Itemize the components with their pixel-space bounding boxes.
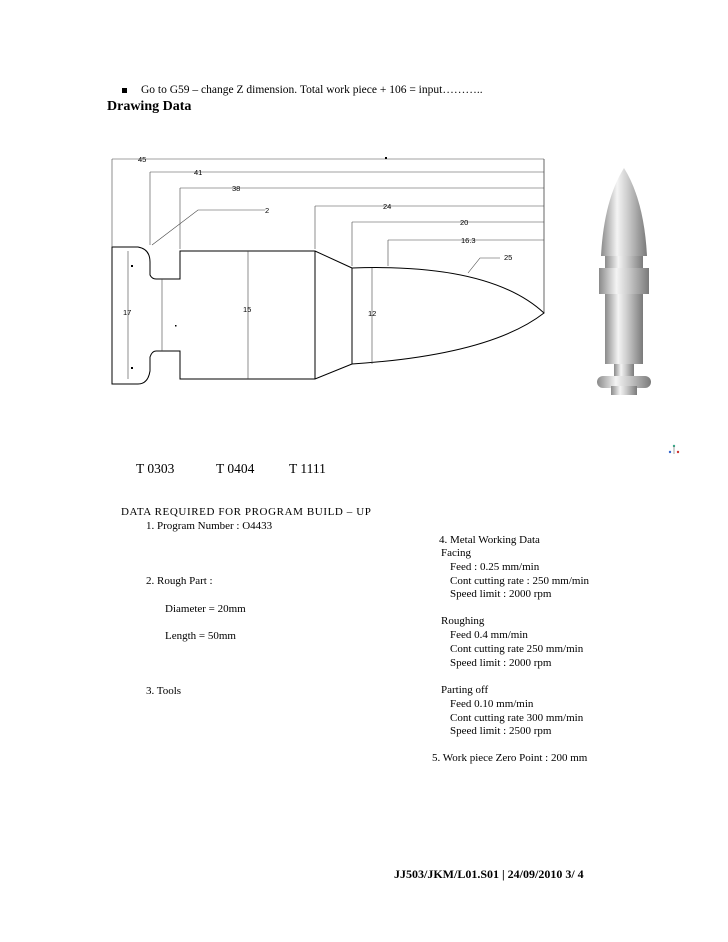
roughing-feed: Feed 0.4 mm/min xyxy=(450,629,528,641)
instruction-text: Go to G59 – change Z dimension. Total work piece + 106 = input……….. xyxy=(141,84,483,96)
drawing-data-heading: Drawing Data xyxy=(107,99,192,114)
dim-15: 15 xyxy=(243,305,252,314)
dim-12: 12 xyxy=(368,309,377,318)
tools-item: 3. Tools xyxy=(146,685,182,697)
facing-feed: Feed : 0.25 mm/min xyxy=(450,561,540,573)
section-title: DATA REQUIRED FOR PROGRAM BUILD – UP xyxy=(121,506,372,518)
dim-2: 2 xyxy=(265,206,270,215)
instruction-bullet xyxy=(122,84,483,96)
facing-speed-limit: Speed limit : 2000 rpm xyxy=(450,588,552,600)
dim-41: 41 xyxy=(194,168,203,177)
parting-off-label: Parting off xyxy=(441,684,489,696)
drawing-origin-icon xyxy=(668,444,680,456)
part-profile xyxy=(112,247,352,384)
dim-20: 20 xyxy=(460,218,469,227)
roughing-cutting-rate: Cont cutting rate 250 mm/min xyxy=(450,643,584,655)
parting-speed-limit: Speed limit : 2500 rpm xyxy=(450,725,552,737)
nose-curve xyxy=(352,268,544,364)
bullet-marker xyxy=(122,88,127,93)
technical-drawing xyxy=(100,145,560,395)
rough-length: Length = 50mm xyxy=(165,630,236,642)
bullet-nose xyxy=(601,168,647,256)
roughing-speed-limit: Speed limit : 2000 rpm xyxy=(450,657,552,669)
rough-diameter: Diameter = 20mm xyxy=(165,603,246,615)
facing-label: Facing xyxy=(441,547,471,559)
page-footer: JJ503/JKM/L01.S01 | 24/09/2010 3/ 4 xyxy=(394,867,584,881)
bullet-body xyxy=(605,294,643,364)
dim-24: 24 xyxy=(383,202,392,211)
dim-38: 38 xyxy=(232,184,241,193)
parting-feed: Feed 0.10 mm/min xyxy=(450,698,534,710)
bullet-case xyxy=(599,268,649,294)
facing-cutting-rate: Cont cutting rate : 250 mm/min xyxy=(450,575,590,587)
bullet-neck xyxy=(605,256,643,268)
program-number: 1. Program Number : O4433 xyxy=(146,520,273,532)
rough-part: 2. Rough Part : xyxy=(146,575,213,587)
bullet-3d-render xyxy=(588,160,678,400)
dim-25: 25 xyxy=(504,253,513,262)
metal-working-title: 4. Metal Working Data xyxy=(439,534,540,546)
tool-t1111: T 1111 xyxy=(289,461,326,476)
dim-17: 17 xyxy=(123,308,132,317)
dim-16-3: 16.3 xyxy=(461,236,476,245)
bullet-waist xyxy=(614,364,634,376)
roughing-label: Roughing xyxy=(441,615,485,627)
zero-point: 5. Work piece Zero Point : 200 mm xyxy=(432,752,588,764)
tool-t0404: T 0404 xyxy=(216,461,255,476)
parting-cutting-rate: Cont cutting rate 300 mm/min xyxy=(450,712,584,724)
tool-t0303: T 0303 xyxy=(136,461,175,476)
dim-45: 45 xyxy=(138,155,147,164)
